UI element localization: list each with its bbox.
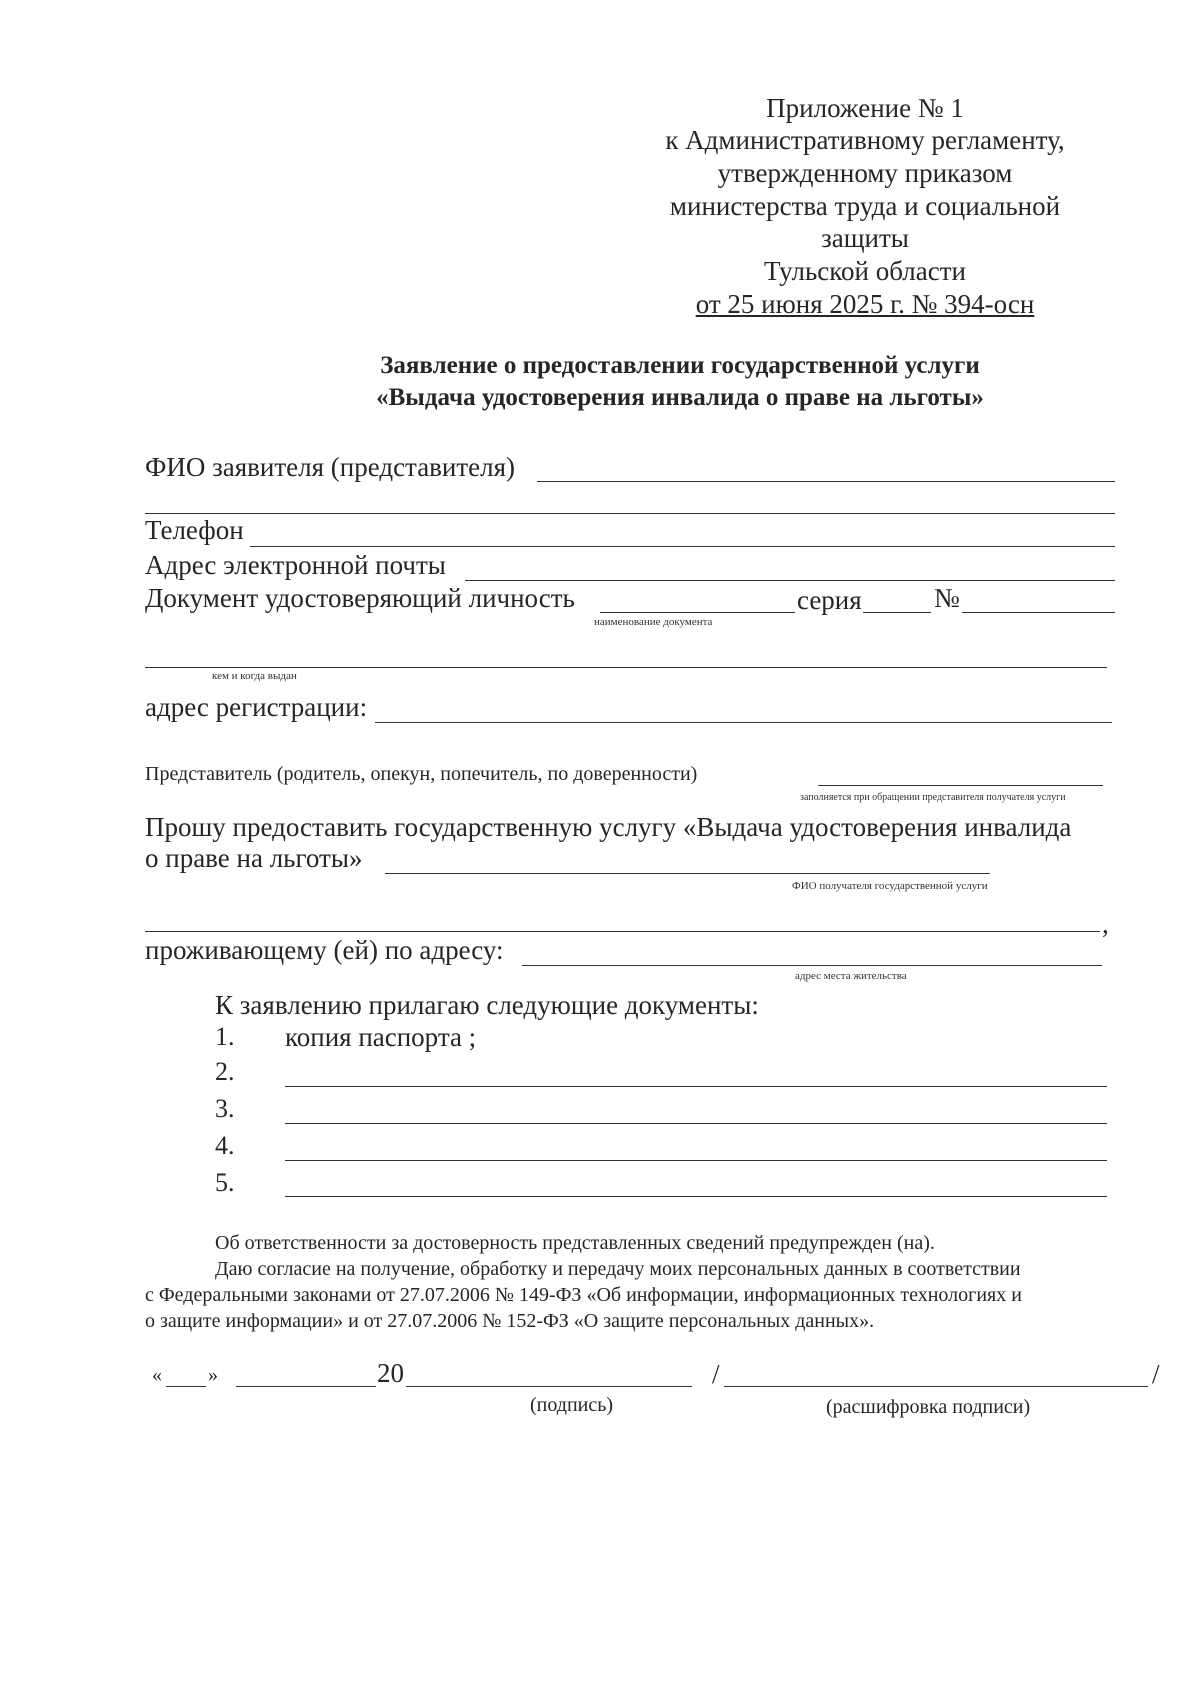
document-item-line[interactable] [285, 1196, 1107, 1197]
responsibility-statement: Об ответственности за достоверность представленных сведений предупрежден (на). [215, 1232, 935, 1254]
signature-decryption-line[interactable] [724, 1386, 1148, 1387]
date-month-line[interactable] [236, 1386, 376, 1387]
series-input-line[interactable] [863, 612, 931, 613]
living-address-line[interactable] [522, 965, 1102, 966]
consent-text-line3: о защите информации» и от 27.07.2006 № 152-ФЗ «О защите персональных данных». [145, 1310, 875, 1332]
series-label: серия [797, 585, 862, 615]
year-prefix: 20 [377, 1358, 404, 1388]
document-item-text: копия паспорта ; [285, 1022, 477, 1052]
header-line: защиты [821, 223, 909, 253]
slash-left: / [712, 1359, 720, 1389]
document-subtitle: «Выдача удостоверения инвалида о праве на льготы» [376, 384, 984, 411]
document-name-line[interactable] [600, 612, 795, 613]
document-item-number: 5. [215, 1168, 235, 1197]
document-item-line[interactable] [285, 1160, 1107, 1161]
document-item-number: 4. [215, 1131, 235, 1160]
number-label: № [934, 583, 960, 613]
document-item-number: 1. [215, 1022, 235, 1051]
decryption-caption: (расшифровка подписи) [826, 1396, 1031, 1418]
appendix-number: Приложение № 1 [766, 93, 964, 123]
document-item-line[interactable] [285, 1086, 1107, 1087]
identity-document-label: Документ удостоверяющий личность [145, 583, 575, 613]
signature-line[interactable] [406, 1386, 692, 1387]
order-reference: от 25 июня 2025 г. № 394-осн [695, 289, 1035, 319]
living-address-label: проживающему (ей) по адресу: [145, 935, 504, 965]
consent-text-line1: Даю согласие на получение, обработку и передачу моих персональных данных в соответствии [215, 1258, 1021, 1280]
issued-by-caption: кем и когда выдан [212, 670, 297, 682]
document-number-line[interactable] [962, 612, 1115, 613]
document-name-caption: наименование документа [594, 616, 713, 628]
phone-input-line[interactable] [250, 546, 1115, 547]
header-line: Тульской области [764, 256, 966, 286]
email-input-line[interactable] [465, 580, 1115, 581]
header-line: к Административному регламенту, [665, 125, 1065, 155]
phone-label: Телефон [145, 515, 244, 545]
fio-input-line[interactable] [537, 481, 1115, 482]
recipient-fio-caption: ФИО получателя государственной услуги [792, 880, 988, 892]
fio-label: ФИО заявителя (представителя) [145, 452, 516, 482]
documents-heading: К заявлению прилагаю следующие документы: [215, 990, 759, 1020]
registration-address-line[interactable] [375, 722, 1112, 723]
date-quote-open: « [152, 1364, 162, 1386]
header-line: утвержденному приказом [717, 158, 1013, 188]
fio-continuation-line[interactable] [145, 513, 1115, 514]
document-item-number: 3. [215, 1094, 235, 1123]
document-item-number: 2. [215, 1057, 235, 1086]
document-title: Заявление о предоставлении государственной услуги [380, 352, 980, 379]
signature-caption: (подпись) [530, 1394, 614, 1416]
date-quote-close: » [208, 1364, 218, 1386]
document-item-line[interactable] [285, 1123, 1107, 1124]
comma-mark: , [1102, 909, 1109, 939]
request-text-line2: о праве на льготы» [145, 843, 363, 873]
representative-label: Представитель (родитель, опекун, попечитель, по доверенности) [145, 763, 698, 785]
consent-text-line2: с Федеральными законами от 27.07.2006 № 149-ФЗ «Об информации, информационных технологиях и [145, 1284, 1022, 1306]
recipient-fio-line[interactable] [385, 873, 990, 874]
email-label: Адрес электронной почты [145, 550, 446, 580]
header-line: министерства труда и социальной [669, 191, 1061, 221]
recipient-fio-continuation-line[interactable] [145, 931, 1100, 932]
slash-right: / [1152, 1359, 1160, 1389]
living-address-caption: адрес места жительства [795, 970, 907, 982]
representative-input-line[interactable] [818, 785, 1103, 786]
issued-by-line[interactable] [145, 667, 1107, 668]
representative-caption: заполняется при обращении представителя получателя услуги [800, 792, 1066, 803]
registration-address-label: адрес регистрации: [145, 692, 368, 722]
date-day-line[interactable] [166, 1386, 206, 1387]
request-text-line1: Прошу предоставить государственную услугу «Выдача удостоверения инвалида [145, 812, 1072, 842]
